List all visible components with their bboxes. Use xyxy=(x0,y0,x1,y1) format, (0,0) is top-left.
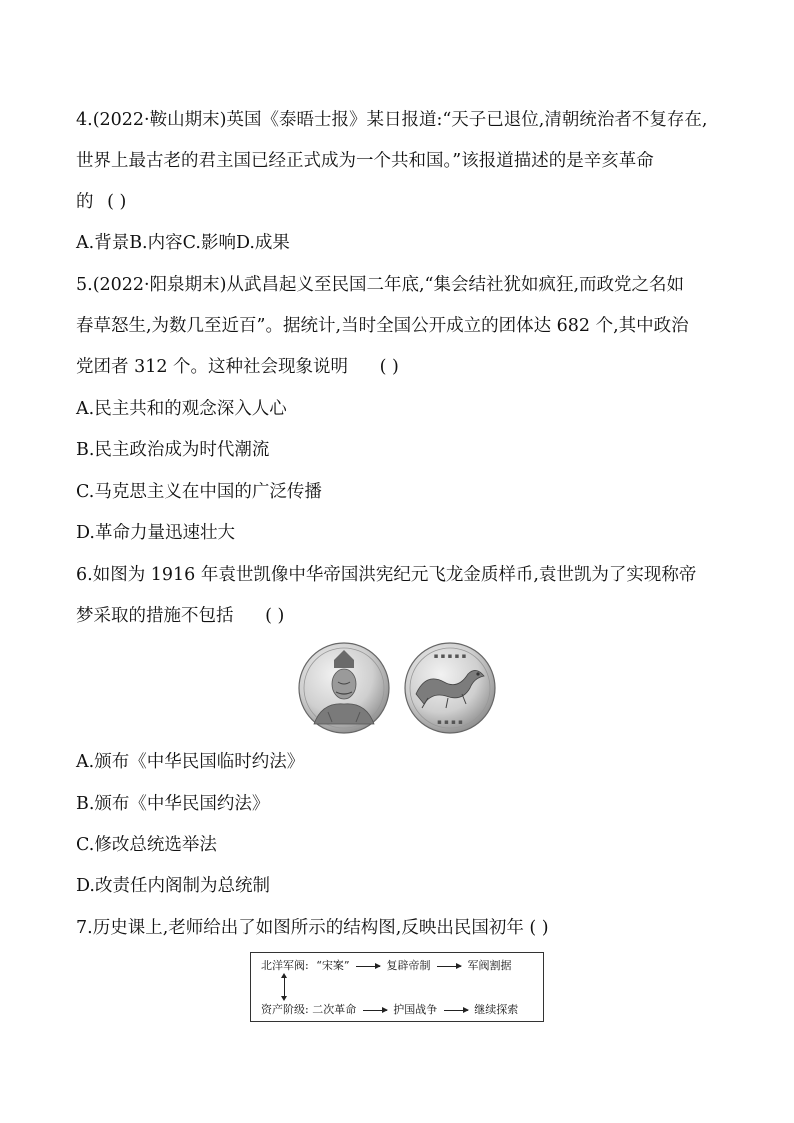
diagram-node-warlords: 军阀割据 xyxy=(467,959,512,972)
diagram-node-second-revolution: 二次革命 xyxy=(312,1003,357,1016)
q6-line-2 xyxy=(76,604,284,628)
diagram-label-beiyang: 北洋军阀: xyxy=(261,959,309,972)
diagram-row-bourgeoisie xyxy=(261,1003,518,1017)
q6-option-b: B.颁布《中华民国约法》 xyxy=(76,794,270,814)
arrow-right-icon xyxy=(437,966,461,967)
coin-reverse-dragon xyxy=(405,643,495,733)
q4-answer-paren: ( ) xyxy=(107,192,127,212)
diagram-node-songan: “宋案” xyxy=(316,959,350,972)
q5-line-2: 春草怒生,为数几至近百”。据统计,当时全国公开成立的团体达 682 个,其中政治 xyxy=(76,316,689,336)
q6-line-1: 6.如图为 1916 年袁世凯像中华帝国洪宪纪元飞龙金质样币,袁世凯为了实现称帝 xyxy=(76,565,697,585)
svg-text:▪ ▪ ▪ ▪ ▪: ▪ ▪ ▪ ▪ ▪ xyxy=(433,652,467,660)
q4-options: A.背景B.内容C.影响D.成果 xyxy=(76,233,290,253)
q7-answer-paren: ( ) xyxy=(529,918,549,938)
q5-line-3-text: 党团者 312 个。这种社会现象说明 xyxy=(76,357,349,377)
arrow-right-icon xyxy=(363,1010,387,1011)
svg-text:▪ ▪ ▪ ▪: ▪ ▪ ▪ ▪ xyxy=(437,718,463,726)
q5-option-c: C.马克思主义在中国的广泛传播 xyxy=(76,482,322,502)
double-arrow-vertical-icon xyxy=(284,975,285,999)
q4-line-1: 4.(2022·鞍山期末)英国《泰晤士报》某日报道:“天子已退位,清朝统治者不复存在, xyxy=(76,110,708,130)
q5-option-d: D.革命力量迅速壮大 xyxy=(76,523,235,543)
q5-answer-paren: ( ) xyxy=(379,357,399,377)
structure-diagram xyxy=(250,952,544,1022)
q4-line-3 xyxy=(76,190,126,214)
q7-line-1 xyxy=(76,916,549,940)
diagram-node-restoration: 复辟帝制 xyxy=(386,959,431,972)
q5-line-3 xyxy=(76,355,399,379)
q5-line-1: 5.(2022·阳泉期末)从武昌起义至民国二年底,“集会结社犹如疯狂,而政党之名如 xyxy=(76,275,685,295)
coin-obverse-portrait xyxy=(299,643,389,733)
q6-line-2-text: 梦采取的措施不包括 xyxy=(76,606,234,626)
coin-images xyxy=(298,642,496,734)
arrow-right-icon xyxy=(356,966,380,967)
q6-option-d: D.改责任内阁制为总统制 xyxy=(76,876,270,896)
q6-option-a: A.颁布《中华民国临时约法》 xyxy=(76,752,305,772)
arrow-right-icon xyxy=(444,1010,468,1011)
q5-option-a: A.民主共和的观念深入人心 xyxy=(76,399,287,419)
q6-answer-paren: ( ) xyxy=(265,606,285,626)
diagram-node-national-protection-war: 护国战争 xyxy=(393,1003,438,1016)
diagram-row-beiyang xyxy=(261,959,511,973)
q4-line-3-text: 的 xyxy=(76,192,94,212)
q7-line-1-text: 7.历史课上,老师给出了如图所示的结构图,反映出民国初年 xyxy=(76,918,524,938)
q4-line-2: 世界上最古老的君主国已经正式成为一个共和国。”该报道描述的是辛亥革命 xyxy=(76,151,654,171)
diagram-label-bourgeoisie: 资产阶级: xyxy=(261,1003,309,1016)
diagram-node-continued-exploration: 继续探索 xyxy=(474,1003,519,1016)
q5-option-b: B.民主政治成为时代潮流 xyxy=(76,440,270,460)
q6-option-c: C.修改总统选举法 xyxy=(76,835,217,855)
